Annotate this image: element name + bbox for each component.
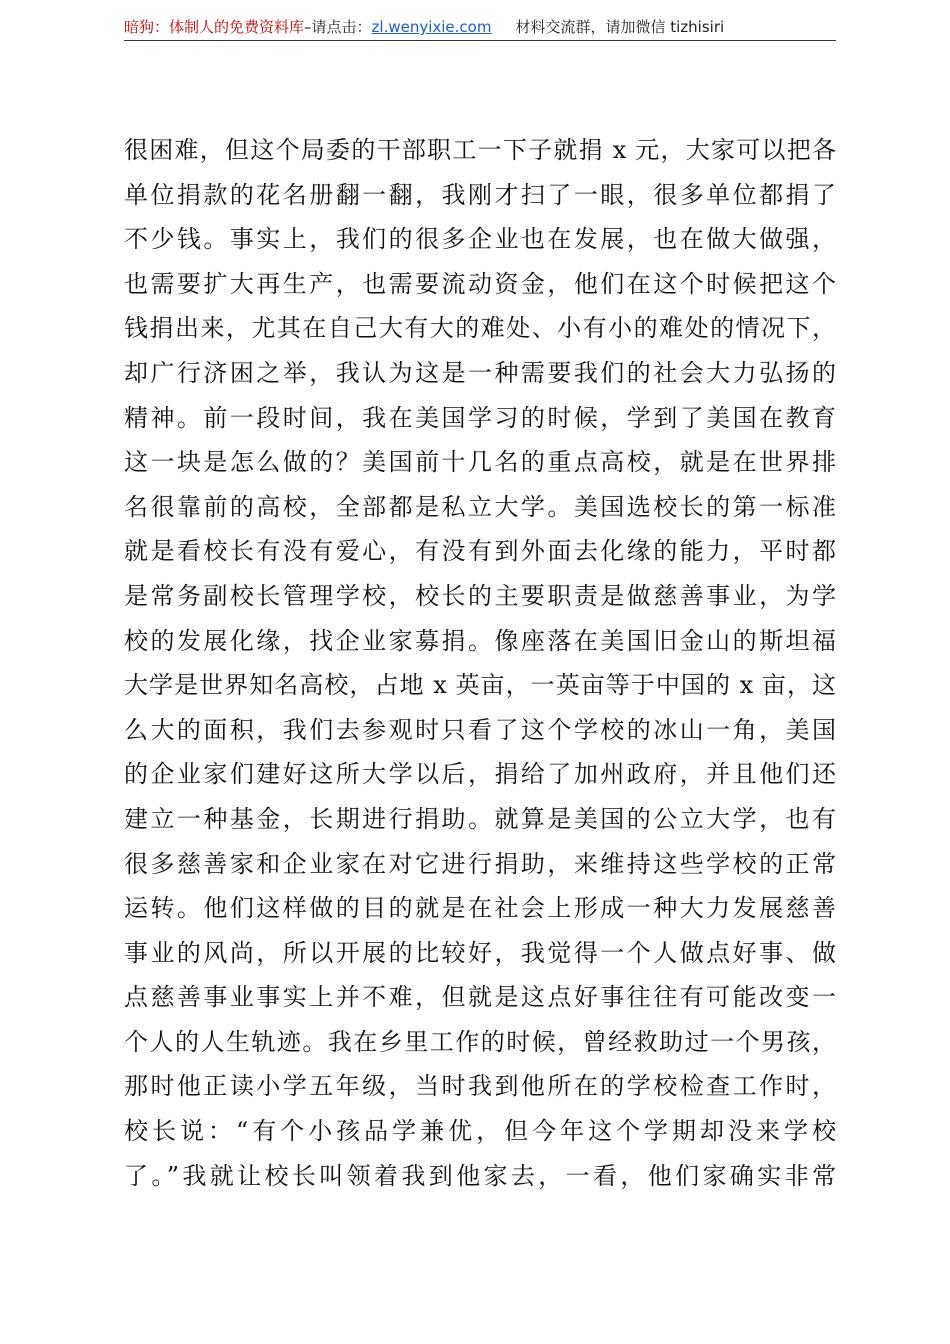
body-line: 也需要扩大再生产，也需要流动资金，他们在这个时候把这个 [124,269,836,298]
body-line: 这一块是怎么做的？美国前十几名的重点高校，就是在世界排 [124,448,836,477]
body-line: 是常务副校长管理学校，校长的主要职责是做慈善事业，为学 [124,581,836,610]
body-line: 却广行济困之举，我认为这是一种需要我们的社会大力弘扬的 [124,358,836,387]
body-line: 么大的面积，我们去参观时只看了这个学校的冰山一角，美国 [124,715,836,744]
header-brand: 暗狗：体制人的免费资料库 [124,18,305,36]
document-body [124,128,836,1198]
body-line: 建立一种基金，长期进行捐助。就算是美国的公立大学，也有 [124,804,836,833]
body-line: 就是看校长有没有爱心，有没有到外面去化缘的能力，平时都 [124,537,836,566]
body-line: 事业的风尚，所以开展的比较好，我觉得一个人做点好事、做 [124,938,836,967]
header-group-notice: 材料交流群，请加微信 tizhisiri [515,18,725,36]
body-line: 大学是世界知名高校，占地 x 英亩，一英亩等于中国的 x 亩，这 [124,671,836,700]
body-line: 了。”我就让校长叫领着我到他家去，一看，他们家确实非常 [124,1161,836,1190]
body-line: 很多慈善家和企业家在对它进行捐助，来维持这些学校的正常 [124,849,836,878]
header-divider [124,40,836,41]
body-line: 点慈善事业事实上并不难，但就是这点好事往往有可能改变一 [124,983,836,1012]
page-header [124,14,836,40]
body-line: 钱捐出来，尤其在自己大有大的难处、小有小的难处的情况下， [124,314,836,343]
body-line: 精神。前一段时间，我在美国学习的时候，学到了美国在教育 [124,403,836,432]
body-line: 的企业家们建好这所大学以后，捐给了加州政府，并且他们还 [124,760,836,789]
body-line: 那时他正读小学五年级，当时我到他所在的学校检查工作时， [124,1072,836,1101]
body-line: 单位捐款的花名册翻一翻，我刚才扫了一眼，很多单位都捐了 [124,180,836,209]
body-line: 名很靠前的高校，全部都是私立大学。美国选校长的第一标准 [124,492,836,521]
body-line: 不少钱。事实上，我们的很多企业也在发展，也在做大做强， [124,225,836,254]
body-line: 校长说：“有个小孩品学兼优，但今年这个学期却没来学校 [124,1117,836,1146]
body-line: 运转。他们这样做的目的就是在社会上形成一种大力发展慈善 [124,894,836,923]
header-separator: –请点击： [304,18,372,36]
body-line: 很困难，但这个局委的干部职工一下子就捐 x 元，大家可以把各 [124,136,836,164]
header-link[interactable]: zl.wenyixie.com [371,18,492,36]
body-line: 个人的人生轨迹。我在乡里工作的时候，曾经救助过一个男孩， [124,1027,836,1056]
body-line: 校的发展化缘，找企业家募捐。像座落在美国旧金山的斯坦福 [124,626,836,655]
